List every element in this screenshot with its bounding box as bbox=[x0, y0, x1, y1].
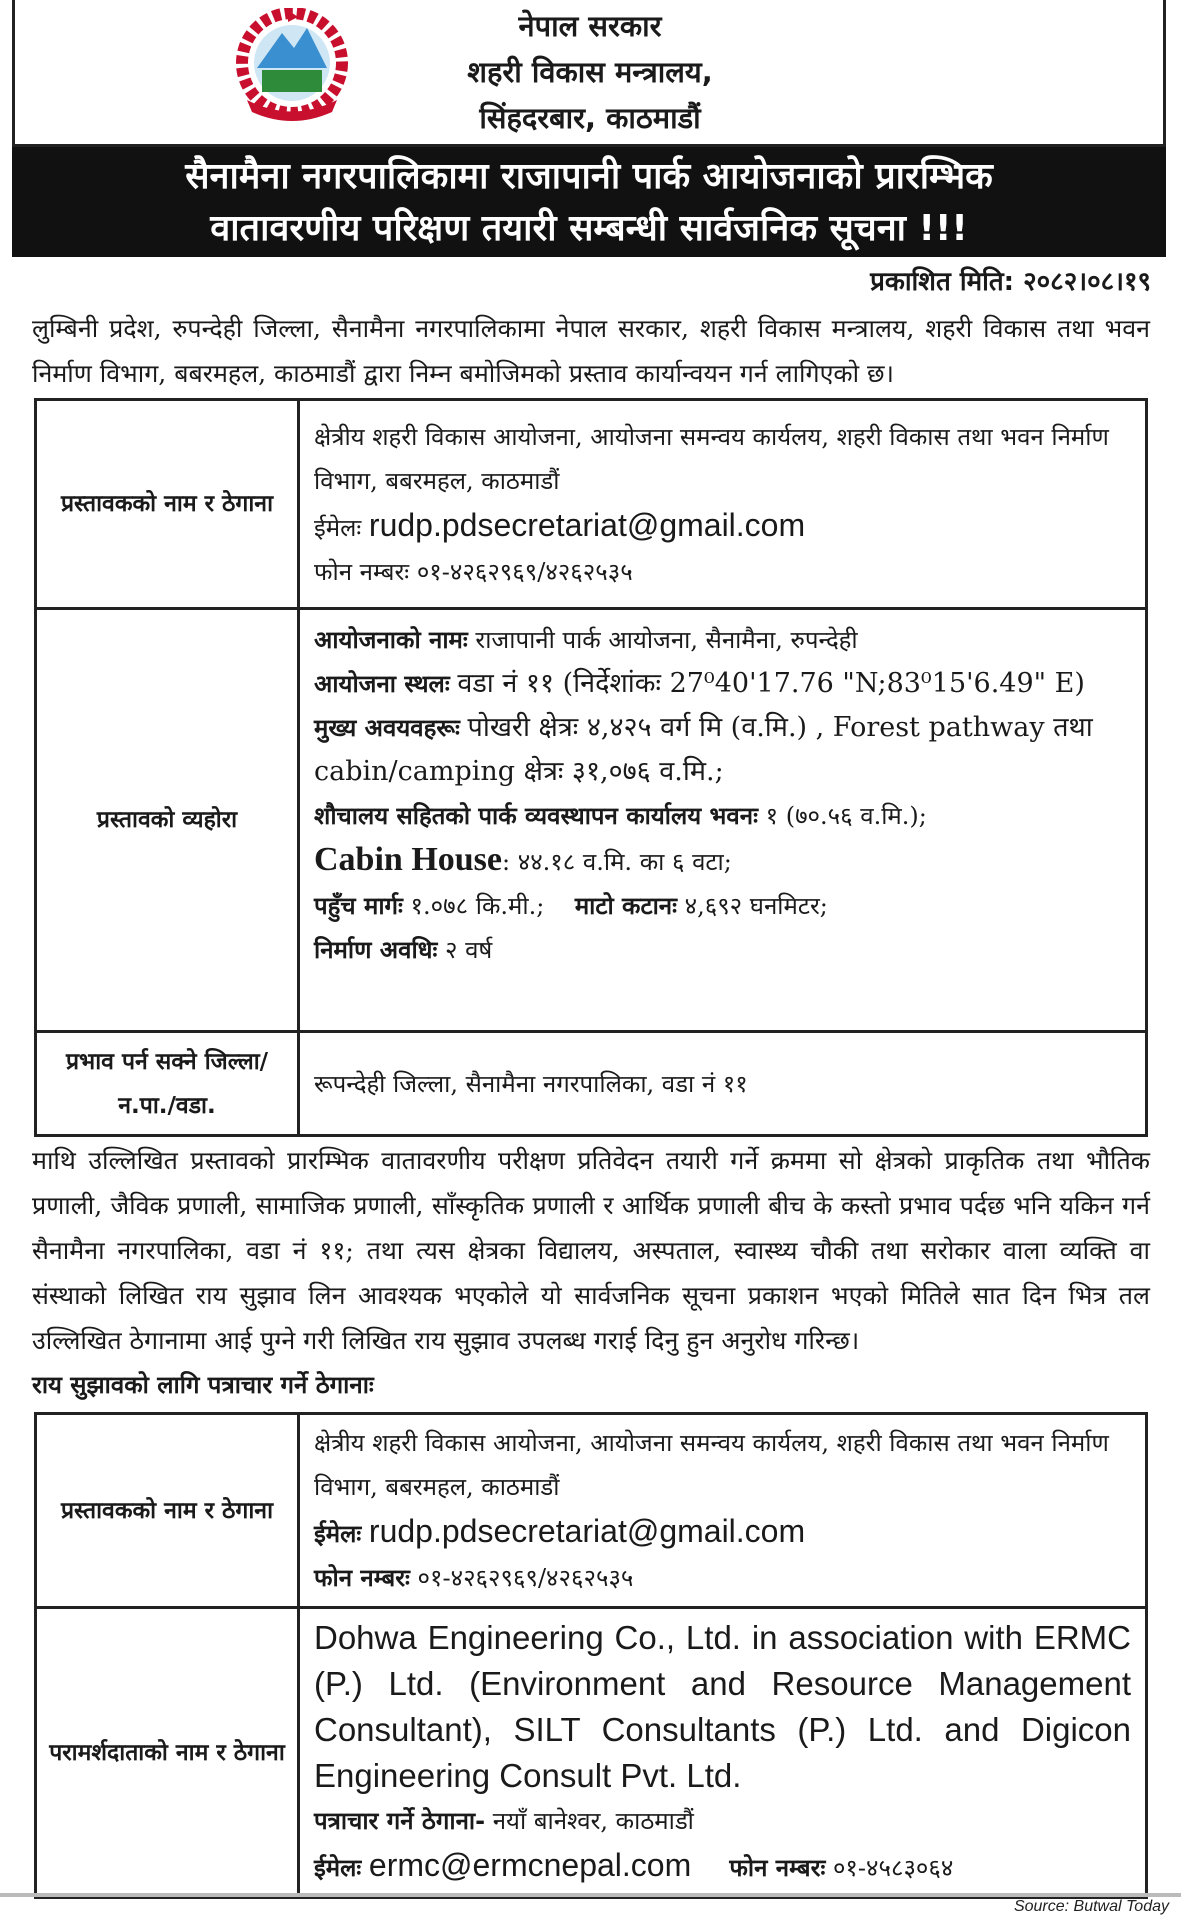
cabin-value: : ४४.१८ व.मि. का ६ वटा; bbox=[502, 848, 732, 876]
proposer-phone: ०१-४२६२९६९/४२६२५३५ bbox=[417, 1564, 634, 1592]
affected-area: रूपन्देही जिल्ला, सैनामैना नगरपालिका, वडा नं ११ bbox=[299, 1032, 1147, 1136]
proposal-details-label: प्रस्तावको व्यहोरा bbox=[36, 609, 299, 1032]
ministry-name: शहरी विकास मन्त्रालय, bbox=[467, 55, 713, 89]
road-value: १.०७८ कि.मी.; bbox=[410, 892, 545, 920]
duration-label: निर्माण अवधिः bbox=[314, 936, 438, 964]
components-label: मुख्य अवयवहरूः bbox=[314, 714, 460, 742]
proposal-table bbox=[34, 398, 1148, 1137]
published-date: प्रकाशित मिति: २०८२।०८।१९ bbox=[870, 267, 1151, 297]
email-label: ईमेलः bbox=[314, 513, 362, 542]
proposer-phone: ०१-४२६२९६९/४२६२५३५ bbox=[416, 557, 633, 586]
ministry-address: सिंहदरबार, काठमाडौं bbox=[479, 101, 701, 135]
table-row bbox=[36, 1414, 1147, 1608]
nepal-emblem-icon bbox=[232, 8, 352, 123]
proposer-email: rudp.pdsecretariat@gmail.com bbox=[368, 506, 806, 543]
table-row bbox=[36, 1608, 1147, 1898]
duration-value: २ वर्ष bbox=[444, 936, 493, 964]
proposer-label: प्रस्तावकको नाम र ठेगाना bbox=[36, 400, 299, 609]
proposer-label: प्रस्तावकको नाम र ठेगाना bbox=[36, 1414, 299, 1608]
proposer-address: क्षेत्रीय शहरी विकास आयोजना, आयोजना समन्वय कार्यलय, शहरी विकास तथा भवन निर्माण विभाग, बबरमहल, काठमाडौं bbox=[314, 422, 1109, 495]
proposer-email: rudp.pdsecretariat@gmail.com bbox=[368, 1513, 806, 1549]
office-value: १ (७०.५६ व.मि.); bbox=[765, 802, 927, 830]
consultant-phone: ०१-४५८३०६४ bbox=[832, 1854, 954, 1882]
affected-area-label: प्रभाव पर्न सक्ने जिल्ला/न.पा./वडा. bbox=[36, 1032, 299, 1136]
correspondence-table bbox=[34, 1412, 1148, 1899]
email-label: ईमेलः bbox=[314, 1854, 362, 1882]
table-row bbox=[36, 1032, 1147, 1136]
cabin-label: Cabin House bbox=[314, 841, 502, 878]
consultant-name: Dohwa Engineering Co., Ltd. in association with ERMC (P.) Ltd. (Environment and Resource Management Consultant), SILT Consultants (P.) Ltd. and Digicon Engineering Consult Pvt. Ltd. bbox=[314, 1619, 1131, 1794]
project-site: वडा नं ११ (निर्देशांकः 27⁰40'17.76 "N;83⁰15'6.49" E) bbox=[457, 668, 1085, 699]
address-label: पत्राचार गर्ने ठेगाना- bbox=[314, 1807, 486, 1835]
source-credit: Source: Butwal Today bbox=[1013, 1898, 1169, 1915]
soil-label: माटो कटानः bbox=[574, 892, 677, 920]
consultant-address: नयाँ बानेश्वर, काठमाडौं bbox=[492, 1807, 694, 1835]
phone-label: फोन नम्बरः bbox=[314, 1564, 410, 1592]
soil-value: ४,६९२ घनमिटर; bbox=[684, 892, 828, 920]
body-paragraph: माथि उल्लिखित प्रस्तावको प्रारम्भिक वातावरणीय परीक्षण प्रतिवेदन तयारी गर्ने क्रममा सो क्षेत्रको प्राकृतिक तथा भौतिक प्रणाली, जैविक प्रणाली, सामाजिक प्रणाली, साँस्कृतिक प्रणाली र आर्थिक प्रणाली बीच के कस्तो प्रभाव पर्दछ भनि यकिन गर्न सैनामैना नगरपालिका, वडा नं ११; तथा त्यस क्षेत्रका विद्यालय, अस्पताल, स्वास्थ्य चौकी तथा सरोकार वाला व्यक्ति वा संस्थाको लिखित राय सुझाव लिन आवश्यक भएकोले यो सार्वजनिक सूचना प्रकाशन भएको मितिले सात दिन भित्र तल उल्लिखित ठेगानामा आई पुग्ने गरी लिखित राय सुझाव उपलब्ध गराई दिनु हुन अनुरोध गरिन्छ। bbox=[32, 1146, 1150, 1355]
email-label: ईमेलः bbox=[314, 1520, 362, 1548]
office-label: शौचालय सहितको पार्क व्यवस्थापन कार्यालय भवनः bbox=[314, 802, 758, 830]
intro-paragraph: लुम्बिनी प्रदेश, रुपन्देही जिल्ला, सैनामैना नगरपालिकामा नेपाल सरकार, शहरी विकास मन्त्रालय, शहरी विकास तथा भवन निर्माण विभाग, बबरमहल, काठमाडौं द्वारा निम्न बमोजिमको प्रस्ताव कार्यान्वयन गर्न लागिएको छ। bbox=[32, 314, 1150, 388]
table-row bbox=[36, 609, 1147, 1032]
phone-label: फोन नम्बरः bbox=[314, 557, 410, 586]
proposer-address: क्षेत्रीय शहरी विकास आयोजना, आयोजना समन्वय कार्यलय, शहरी विकास तथा भवन निर्माण विभाग, बबरमहल, काठमाडौं bbox=[314, 1429, 1109, 1501]
title-line-1: सैनामैना नगरपालिकामा राजापानी पार्क आयोजनाको प्रारम्भिक bbox=[185, 156, 993, 197]
project-site-label: आयोजना स्थलः bbox=[314, 670, 450, 698]
table-row bbox=[36, 400, 1147, 609]
bottom-rule bbox=[0, 1893, 1181, 1897]
consultant-label: परामर्शदाताको नाम र ठेगाना bbox=[36, 1608, 299, 1898]
components: पोखरी क्षेत्रः ४,४२५ वर्ग मि (व.मि.) , Forest pathway तथा cabin/camping क्षेत्रः ३१,०७६ व.मि.; bbox=[314, 712, 1093, 787]
correspondence-heading: राय सुझावको लागि पत्राचार गर्ने ठेगानाः bbox=[32, 1371, 374, 1399]
title-line-2: वातावरणीय परिक्षण तयारी सम्बन्धी सार्वजनिक सूचना !!! bbox=[210, 208, 968, 249]
phone-label: फोन नम्बरः bbox=[729, 1854, 826, 1882]
notice-title-banner bbox=[12, 147, 1166, 257]
consultant-email: ermc@ermcnepal.com bbox=[368, 1847, 692, 1883]
gov-name: नेपाल सरकार bbox=[518, 9, 662, 43]
project-name-label: आयोजनाको नामः bbox=[314, 626, 468, 654]
road-label: पहुँच मार्गः bbox=[314, 892, 403, 920]
project-name: राजापानी पार्क आयोजना, सैनामैना, रुपन्देही bbox=[475, 626, 858, 654]
